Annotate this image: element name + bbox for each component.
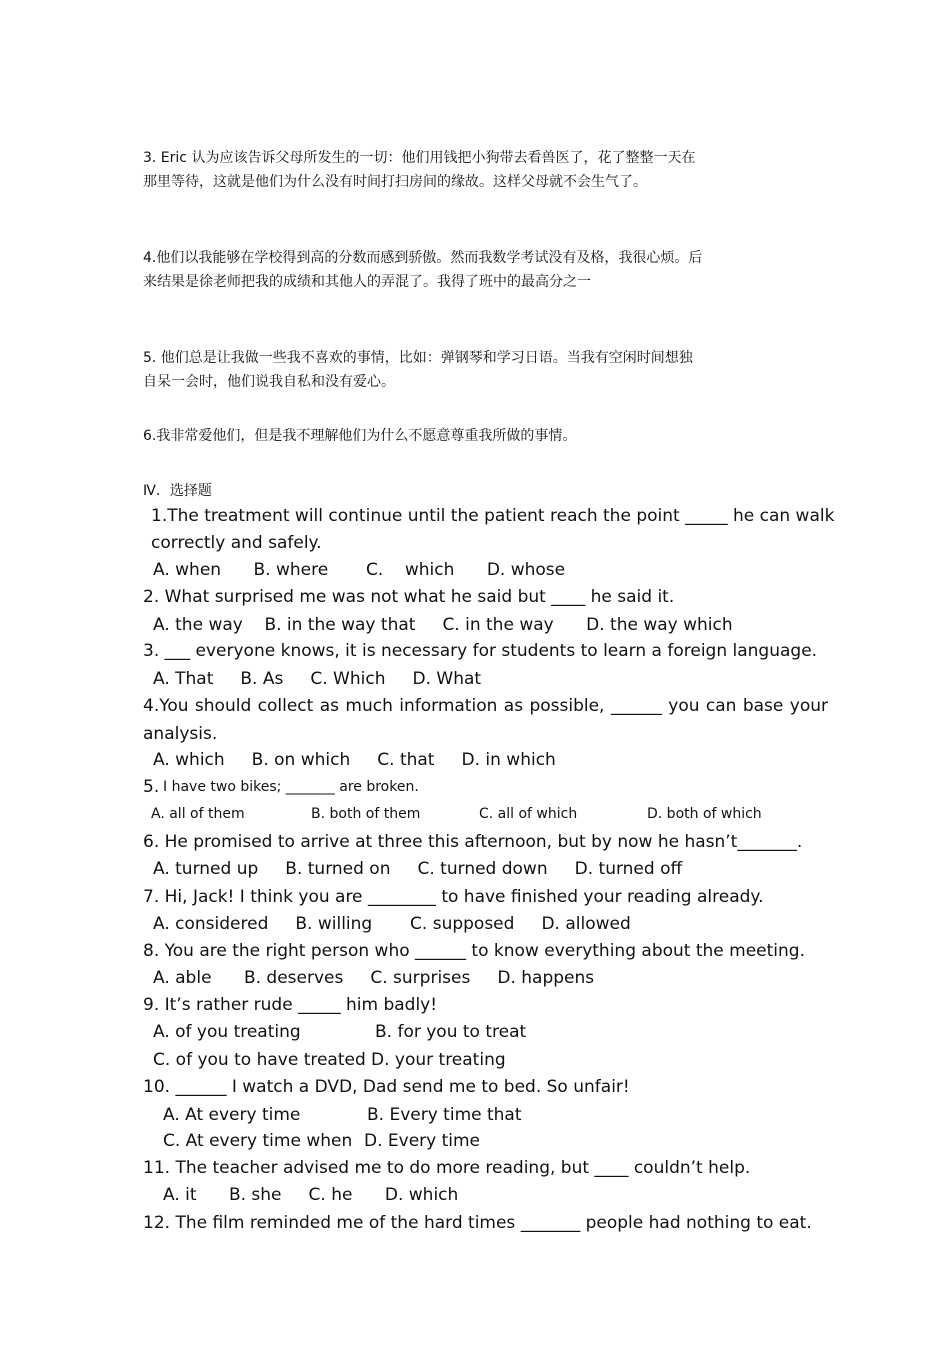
- question-4-options: A. which B. on which C. that D. in which: [153, 750, 556, 770]
- question-10-option-c: C. At every time when: [163, 1131, 353, 1151]
- question-9: 9. It’s rather rude _____ him badly!: [143, 995, 438, 1015]
- question-11: 11. The teacher advised me to do more reading, but ____ couldn’t help.: [143, 1158, 751, 1178]
- question-10-option-a: A. At every time: [163, 1105, 301, 1125]
- question-5-option-c: C. all of which: [479, 806, 578, 822]
- question-9-option-a: A. of you treating: [153, 1022, 301, 1042]
- question-5-option-b: B. both of them: [311, 806, 421, 822]
- question-1-line1: 1.The treatment will continue until the patient reach the point _____ he can walk: [151, 506, 835, 526]
- question-11-options: A. it B. she C. he D. which: [163, 1185, 459, 1205]
- question-8-options: A. able B. deserves C. surprises D. happens: [153, 968, 595, 988]
- section-title: Ⅳ．选择题: [143, 483, 212, 499]
- question-5-option-d: D. both of which: [647, 806, 762, 822]
- question-3: 3. ___ everyone knows, it is necessary for students to learn a foreign language.: [143, 641, 818, 661]
- question-5-text: I have two bikes; _______ are broken.: [163, 779, 419, 795]
- question-10-option-d: D. Every time: [364, 1131, 481, 1151]
- question-2-options: A. the way B. in the way that C. in the way D. the way which: [153, 615, 733, 635]
- cn-item-4-line2: 来结果是徐老师把我的成绩和其他人的弄混了。我得了班中的最高分之一: [143, 274, 591, 290]
- question-12: 12. The film reminded me of the hard times _______ people had nothing to eat.: [143, 1213, 812, 1233]
- question-1-options: A. when B. where C. which D. whose: [153, 560, 566, 580]
- cn-item-6: 6.我非常爱他们，但是我不理解他们为什么不愿意尊重我所做的事情。: [143, 428, 577, 444]
- question-9-option-c: C. of you to have treated: [153, 1050, 366, 1070]
- question-2: 2. What surprised me was not what he said but ____ he said it.: [143, 587, 675, 607]
- question-7-options: A. considered B. willing C. supposed D. allowed: [153, 914, 631, 934]
- question-3-options: A. That B. As C. Which D. What: [153, 669, 482, 689]
- question-5-number: 5.: [143, 777, 160, 797]
- question-9-option-b: B. for you to treat: [375, 1022, 527, 1042]
- question-10-option-b: B. Every time that: [367, 1105, 522, 1125]
- question-7: 7. Hi, Jack! I think you are ________ to have finished your reading already.: [143, 887, 764, 907]
- cn-item-5-line2: 自呆一会时，他们说我自私和没有爱心。: [143, 374, 395, 390]
- question-4-line2: analysis.: [143, 724, 218, 744]
- question-4-line1: 4.You should collect as much information as possible, ______ you can base your: [143, 696, 829, 716]
- cn-item-5-line1: 5. 他们总是让我做一些我不喜欢的事情，比如：弹钢琴和学习日语。当我有空闲时间想独: [143, 350, 693, 366]
- question-10: 10. ______ I watch a DVD, Dad send me to bed. So unfair!: [143, 1077, 630, 1097]
- cn-item-3-line2: 那里等待，这就是他们为什么没有时间打扫房间的缘故。这样父母就不会生气了。: [143, 174, 647, 190]
- cn-item-3-line1: 3. Eric 认为应该告诉父母所发生的一切：他们用钱把小狗带去看兽医了，花了整整一天在: [143, 150, 696, 166]
- question-8: 8. You are the right person who ______ to know everything about the meeting.: [143, 941, 805, 961]
- question-9-option-d: D. your treating: [371, 1050, 506, 1070]
- question-6: 6. He promised to arrive at three this afternoon, but by now he hasn’t_______.: [143, 832, 803, 852]
- question-1-line2: correctly and safely.: [151, 533, 322, 553]
- question-5-option-a: A. all of them: [151, 806, 245, 822]
- cn-item-4-line1: 4.他们以我能够在学校得到高的分数而感到骄傲。然而我数学考试没有及格，我很心烦。后: [143, 250, 703, 266]
- question-6-options: A. turned up B. turned on C. turned down D. turned off: [153, 859, 683, 879]
